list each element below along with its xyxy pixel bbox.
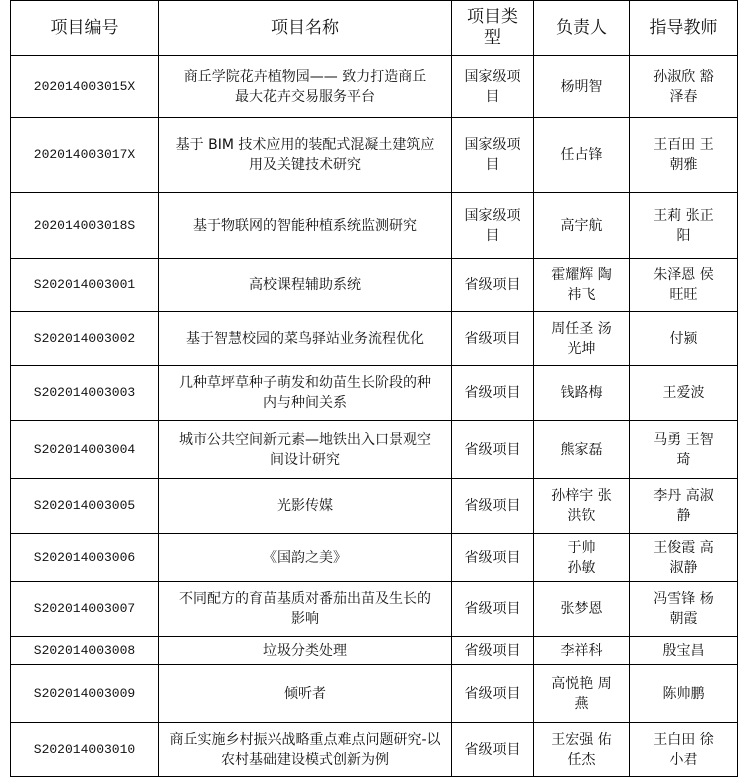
- table-row: [11, 665, 738, 723]
- project-type: 省级项目: [452, 582, 534, 637]
- project-name: 光影传媒: [159, 479, 452, 534]
- project-table: [10, 0, 738, 777]
- table-row: [11, 637, 738, 665]
- project-code: S202014003001: [11, 259, 159, 312]
- project-code: S202014003007: [11, 582, 159, 637]
- project-type: 省级项目: [452, 366, 534, 421]
- project-leader: 高悦艳 周燕: [534, 665, 630, 723]
- project-type: 国家级项目: [452, 118, 534, 193]
- project-type: 省级项目: [452, 637, 534, 665]
- table-row: [11, 534, 738, 582]
- project-type: 国家级项目: [452, 56, 534, 118]
- project-advisor: 马勇 王智琦: [630, 421, 738, 479]
- project-leader: 霍耀辉 陶祎飞: [534, 259, 630, 312]
- project-type: 省级项目: [452, 534, 534, 582]
- project-advisor: 王爱波: [630, 366, 738, 421]
- project-name: 基于 BIM 技术应用的装配式混凝土建筑应用及关键技术研究: [159, 118, 452, 193]
- table-row: [11, 582, 738, 637]
- project-leader: 任占锋: [534, 118, 630, 193]
- project-name: 《国韵之美》: [159, 534, 452, 582]
- project-type: 省级项目: [452, 479, 534, 534]
- project-advisor: 王白田 徐小君: [630, 723, 738, 777]
- project-name: 垃圾分类处理: [159, 637, 452, 665]
- project-advisor: 孙淑欣 豁泽春: [630, 56, 738, 118]
- header-code: 项目编号: [11, 1, 159, 56]
- project-advisor: 陈帅鹏: [630, 665, 738, 723]
- project-leader: 张梦恩: [534, 582, 630, 637]
- project-advisor: 王百田 王朝雅: [630, 118, 738, 193]
- project-leader: 钱路梅: [534, 366, 630, 421]
- project-advisor: 冯雪锋 杨朝霞: [630, 582, 738, 637]
- project-code: 202014003015X: [11, 56, 159, 118]
- project-leader: 杨明智: [534, 56, 630, 118]
- header-type: [452, 1, 534, 56]
- project-code: S202014003010: [11, 723, 159, 777]
- project-leader: 周任圣 汤光坤: [534, 312, 630, 366]
- project-name: 不同配方的育苗基质对番茄出苗及生长的影响: [159, 582, 452, 637]
- project-name: 高校课程辅助系统: [159, 259, 452, 312]
- project-leader: 于帅 孙敏: [534, 534, 630, 582]
- project-code: S202014003005: [11, 479, 159, 534]
- project-name: 城市公共空间新元素—地铁出入口景观空间设计研究: [159, 421, 452, 479]
- project-advisor: 王俊霞 高淑静: [630, 534, 738, 582]
- project-code: S202014003003: [11, 366, 159, 421]
- project-advisor: 王莉 张正阳: [630, 193, 738, 259]
- project-name: 商丘实施乡村振兴战略重点难点问题研究-以农村基础建设模式创新为例: [159, 723, 452, 777]
- project-code: S202014003008: [11, 637, 159, 665]
- project-code: S202014003009: [11, 665, 159, 723]
- project-advisor: 朱泽恩 侯旺旺: [630, 259, 738, 312]
- project-type: 省级项目: [452, 723, 534, 777]
- table-row: [11, 479, 738, 534]
- header-advisor: 指导教师: [630, 1, 738, 56]
- project-advisor: 殷宝昌: [630, 637, 738, 665]
- project-code: 202014003017X: [11, 118, 159, 193]
- project-name: 基于智慧校园的菜鸟驿站业务流程优化: [159, 312, 452, 366]
- project-type: 国家级项目: [452, 193, 534, 259]
- table-row: [11, 259, 738, 312]
- table-row: [11, 312, 738, 366]
- table-row: [11, 56, 738, 118]
- table-row: [11, 193, 738, 259]
- table-row: [11, 118, 738, 193]
- project-name: 倾听者: [159, 665, 452, 723]
- project-advisor: 付颍: [630, 312, 738, 366]
- table-row: [11, 421, 738, 479]
- project-type: 省级项目: [452, 665, 534, 723]
- project-name: 商丘学院花卉植物园—— 致力打造商丘最大花卉交易服务平台: [159, 56, 452, 118]
- project-type: 省级项目: [452, 312, 534, 366]
- header-name: 项目名称: [159, 1, 452, 56]
- table-row: [11, 723, 738, 777]
- project-advisor: 李丹 高淑静: [630, 479, 738, 534]
- project-code: S202014003002: [11, 312, 159, 366]
- project-type: 省级项目: [452, 421, 534, 479]
- project-code: 202014003018S: [11, 193, 159, 259]
- project-code: S202014003006: [11, 534, 159, 582]
- project-leader: 孙梓宇 张洪钦: [534, 479, 630, 534]
- project-name: 基于物联网的智能种植系统监测研究: [159, 193, 452, 259]
- project-type: 省级项目: [452, 259, 534, 312]
- project-code: S202014003004: [11, 421, 159, 479]
- project-leader: 王宏强 佑任杰: [534, 723, 630, 777]
- header-leader: 负责人: [534, 1, 630, 56]
- project-name: 几种草坪草种子萌发和幼苗生长阶段的种内与种间关系: [159, 366, 452, 421]
- table-row: [11, 366, 738, 421]
- project-leader: 高宇航: [534, 193, 630, 259]
- header-row: [11, 1, 738, 56]
- header-type-label: 项目类型: [467, 7, 518, 48]
- project-leader: 李祥科: [534, 637, 630, 665]
- project-leader: 熊家磊: [534, 421, 630, 479]
